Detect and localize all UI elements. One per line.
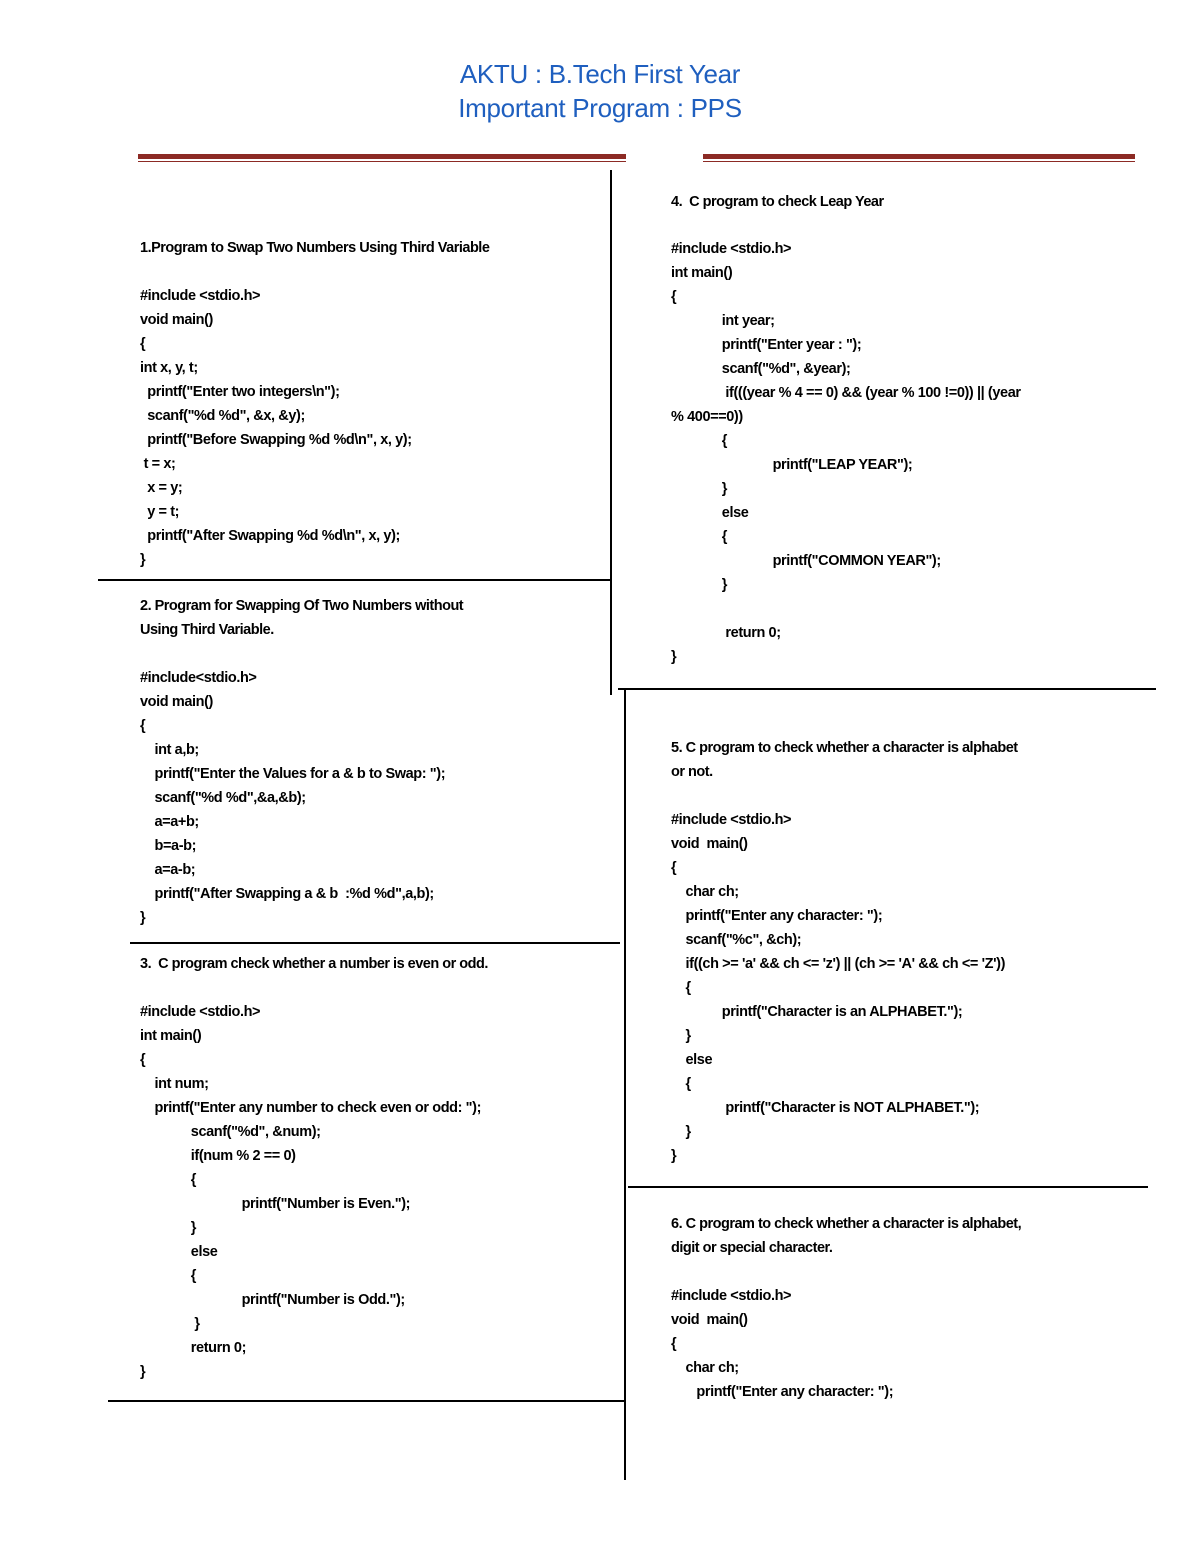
separator-4-5 xyxy=(618,688,1156,690)
program-1-code: #include <stdio.h> void main() { int x, y, t; printf("Enter two integers\n"); scanf("%d %d", &x, &y); printf("Before Swapping %d %d\n", x, y); t = x; x = y; y = t; printf("After Swapping %d %d\n", x, y); } xyxy=(140,288,412,568)
program-3-heading: 3. C program check whether a number is even or odd. xyxy=(140,956,488,972)
program-6-heading: 6. C program to check whether a character is alphabet, digit or special character. xyxy=(671,1216,1022,1256)
program-6-code: #include <stdio.h> void main() { char ch; printf("Enter any character: "); xyxy=(671,1288,894,1400)
separator-3-end xyxy=(108,1400,626,1402)
program-5-code: #include <stdio.h> void main() { char ch; printf("Enter any character: "); scanf("%c", &ch); if((ch >= 'a' && ch <= 'z') || (ch >= 'A' && ch <= 'Z')) { printf("Character is an ALPHABET."); } else { printf("Character is NOT ALPHABET."); } } xyxy=(671,812,1005,1164)
title-rule-thin-left xyxy=(138,161,626,162)
page-title-line2: Important Program : PPS xyxy=(458,93,742,123)
title-rule-right xyxy=(703,154,1135,159)
column-divider-lower xyxy=(624,690,626,1480)
page-title-line1: AKTU : B.Tech First Year xyxy=(459,59,741,89)
program-1-heading: 1.Program to Swap Two Numbers Using Third Variable xyxy=(140,240,490,256)
title-rule-thin-right xyxy=(703,161,1135,162)
program-4-code: #include <stdio.h> int main() { int year; printf("Enter year : "); scanf("%d", &year); if(((year % 4 == 0) && (year % 100 !=0)) || (year % 400==0)) { printf("LEAP YEAR"); } else { printf("COMMON YEAR"); } return 0; } xyxy=(671,241,1021,665)
separator-2-3 xyxy=(130,942,620,944)
program-5-heading: 5. C program to check whether a character is alphabet or not. xyxy=(671,740,1018,780)
program-4-heading: 4. C program to check Leap Year xyxy=(671,194,884,210)
separator-1-2 xyxy=(98,579,610,581)
program-3-code: #include <stdio.h> int main() { int num; printf("Enter any number to check even or odd: "); scanf("%d", &num); if(num % 2 == 0) { printf("Number is Even."); } else { printf("Number is Odd."); } return 0; } xyxy=(140,1004,481,1380)
program-2-heading: 2. Program for Swapping Of Two Numbers without Using Third Variable. xyxy=(140,598,464,638)
program-2-code: #include<stdio.h> void main() { int a,b; printf("Enter the Values for a & b to Swap: "); scanf("%d %d",&a,&b); a=a+b; b=a-b; a=a-b; printf("After Swapping a & b :%d %d",a,b); } xyxy=(140,670,446,926)
title-rule-left xyxy=(138,154,626,159)
separator-5-6 xyxy=(628,1186,1148,1188)
column-divider-upper xyxy=(610,170,612,695)
